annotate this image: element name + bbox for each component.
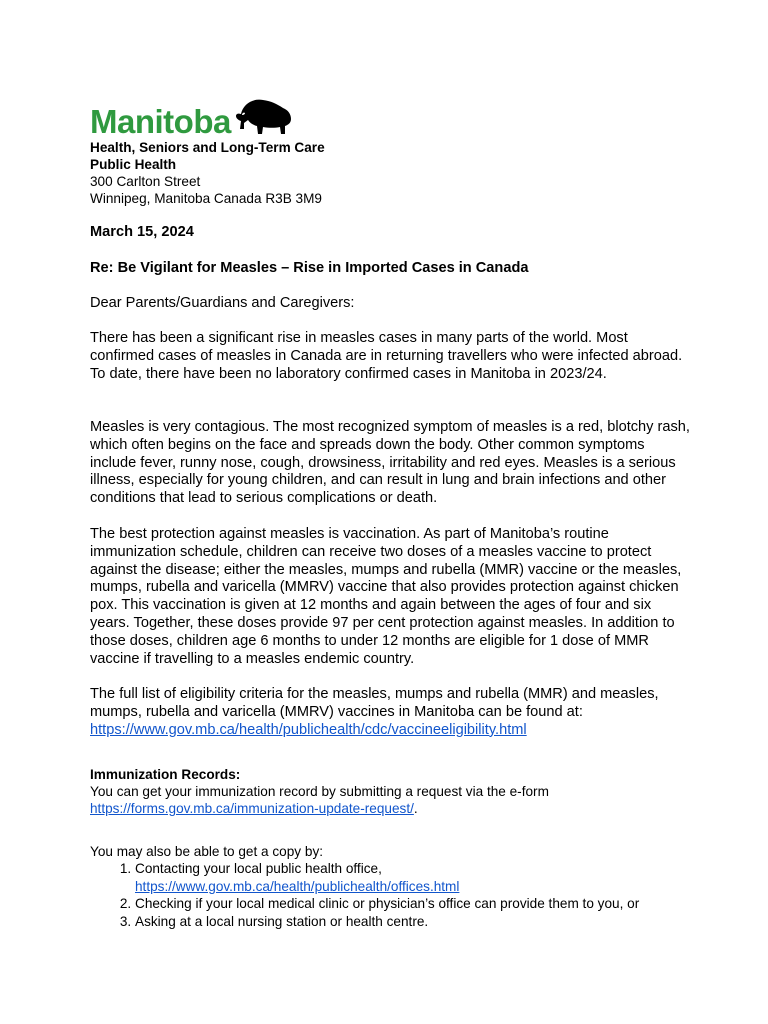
records-period: . xyxy=(413,801,418,816)
city-address: Winnipeg, Manitoba Canada R3B 3M9 xyxy=(90,191,322,206)
paragraph-rise-in-cases: There has been a significant rise in measles cases in many parts of the world. Most confirmed cases of measles in Canada are in returning travellers who were infected abroad. To date, there have been no laboratory confirmed cases in Manitoba in 2023/24. xyxy=(90,330,683,382)
list-item-text: Asking at a local nursing station or health centre. xyxy=(135,913,429,929)
street-address: 300 Carlton Street xyxy=(90,174,201,189)
logo-wordmark: Manitoba xyxy=(90,103,231,140)
list-item-text: Checking if your local medical clinic or physician’s office can provide them to you, or xyxy=(135,896,640,911)
paragraph-vaccination: The best protection against measles is vaccination. As part of Manitoba’s routine immunization schedule, children can receive two doses of a measles vaccine to protect against the disease; either the measles, mumps and rubella (MMR) vaccine or the measles, mumps, rubella and varicella (MMRV) vaccine that also provides protection against chicken pox. This vaccination is given at 12 months and again between the ages of four and six years. Together, these doses provide 97 per cent protection against measles. In addition to those doses, children age 6 months to under 12 months are eligible for 1 dose of MMR vaccine if travelling to a measles endemic country. xyxy=(90,526,682,667)
list-item xyxy=(135,860,690,895)
offices-link[interactable]: https://www.gov.mb.ca/health/publichealth/offices.html xyxy=(135,878,460,894)
records-heading: Immunization Records: xyxy=(90,767,241,782)
records-text: You can get your immunization record by submitting a request via the e-form xyxy=(90,784,549,799)
letter-subject: Re: Be Vigilant for Measles – Rise in Imported Cases in Canada xyxy=(90,260,529,276)
salutation: Dear Parents/Guardians and Caregivers: xyxy=(90,295,355,311)
manitoba-logo xyxy=(90,96,295,138)
eligibility-link[interactable]: https://www.gov.mb.ca/health/publichealth/cdc/vaccineeligibility.html xyxy=(90,721,527,738)
list-item-text: Contacting your local public health office, xyxy=(135,861,382,876)
paragraph-symptoms: Measles is very contagious. The most recognized symptom of measles is a red, blotchy rash, which often begins on the face and spreads down the body. Other common symptoms include fever, runny nose, cough, drowsiness, irritability and red eyes. Measles is a serious illness, especially for young children, and can result in lung and brain infections and other conditions that lead to serious complications or death. xyxy=(90,419,690,507)
copy-options xyxy=(90,843,690,930)
division-name: Public Health xyxy=(90,157,177,172)
list-item xyxy=(135,895,690,913)
eligibility-text: The full list of eligibility criteria for the measles, mumps and rubella (MMR) and measles, mumps, rubella and varicella (MMRV) vaccines in Manitoba can be found at: xyxy=(90,686,659,720)
copy-intro: You may also be able to get a copy by: xyxy=(90,844,324,859)
list-item xyxy=(135,913,690,931)
immunization-records xyxy=(90,766,690,817)
letter-date: March 15, 2024 xyxy=(90,224,194,240)
records-eform-link[interactable]: https://forms.gov.mb.ca/immunization-update-request/ xyxy=(90,801,414,816)
copy-options-list xyxy=(90,860,690,930)
bison-icon xyxy=(233,96,295,138)
paragraph-eligibility xyxy=(90,686,690,739)
department-name: Health, Seniors and Long-Term Care xyxy=(90,140,325,155)
sender-address xyxy=(90,139,690,207)
